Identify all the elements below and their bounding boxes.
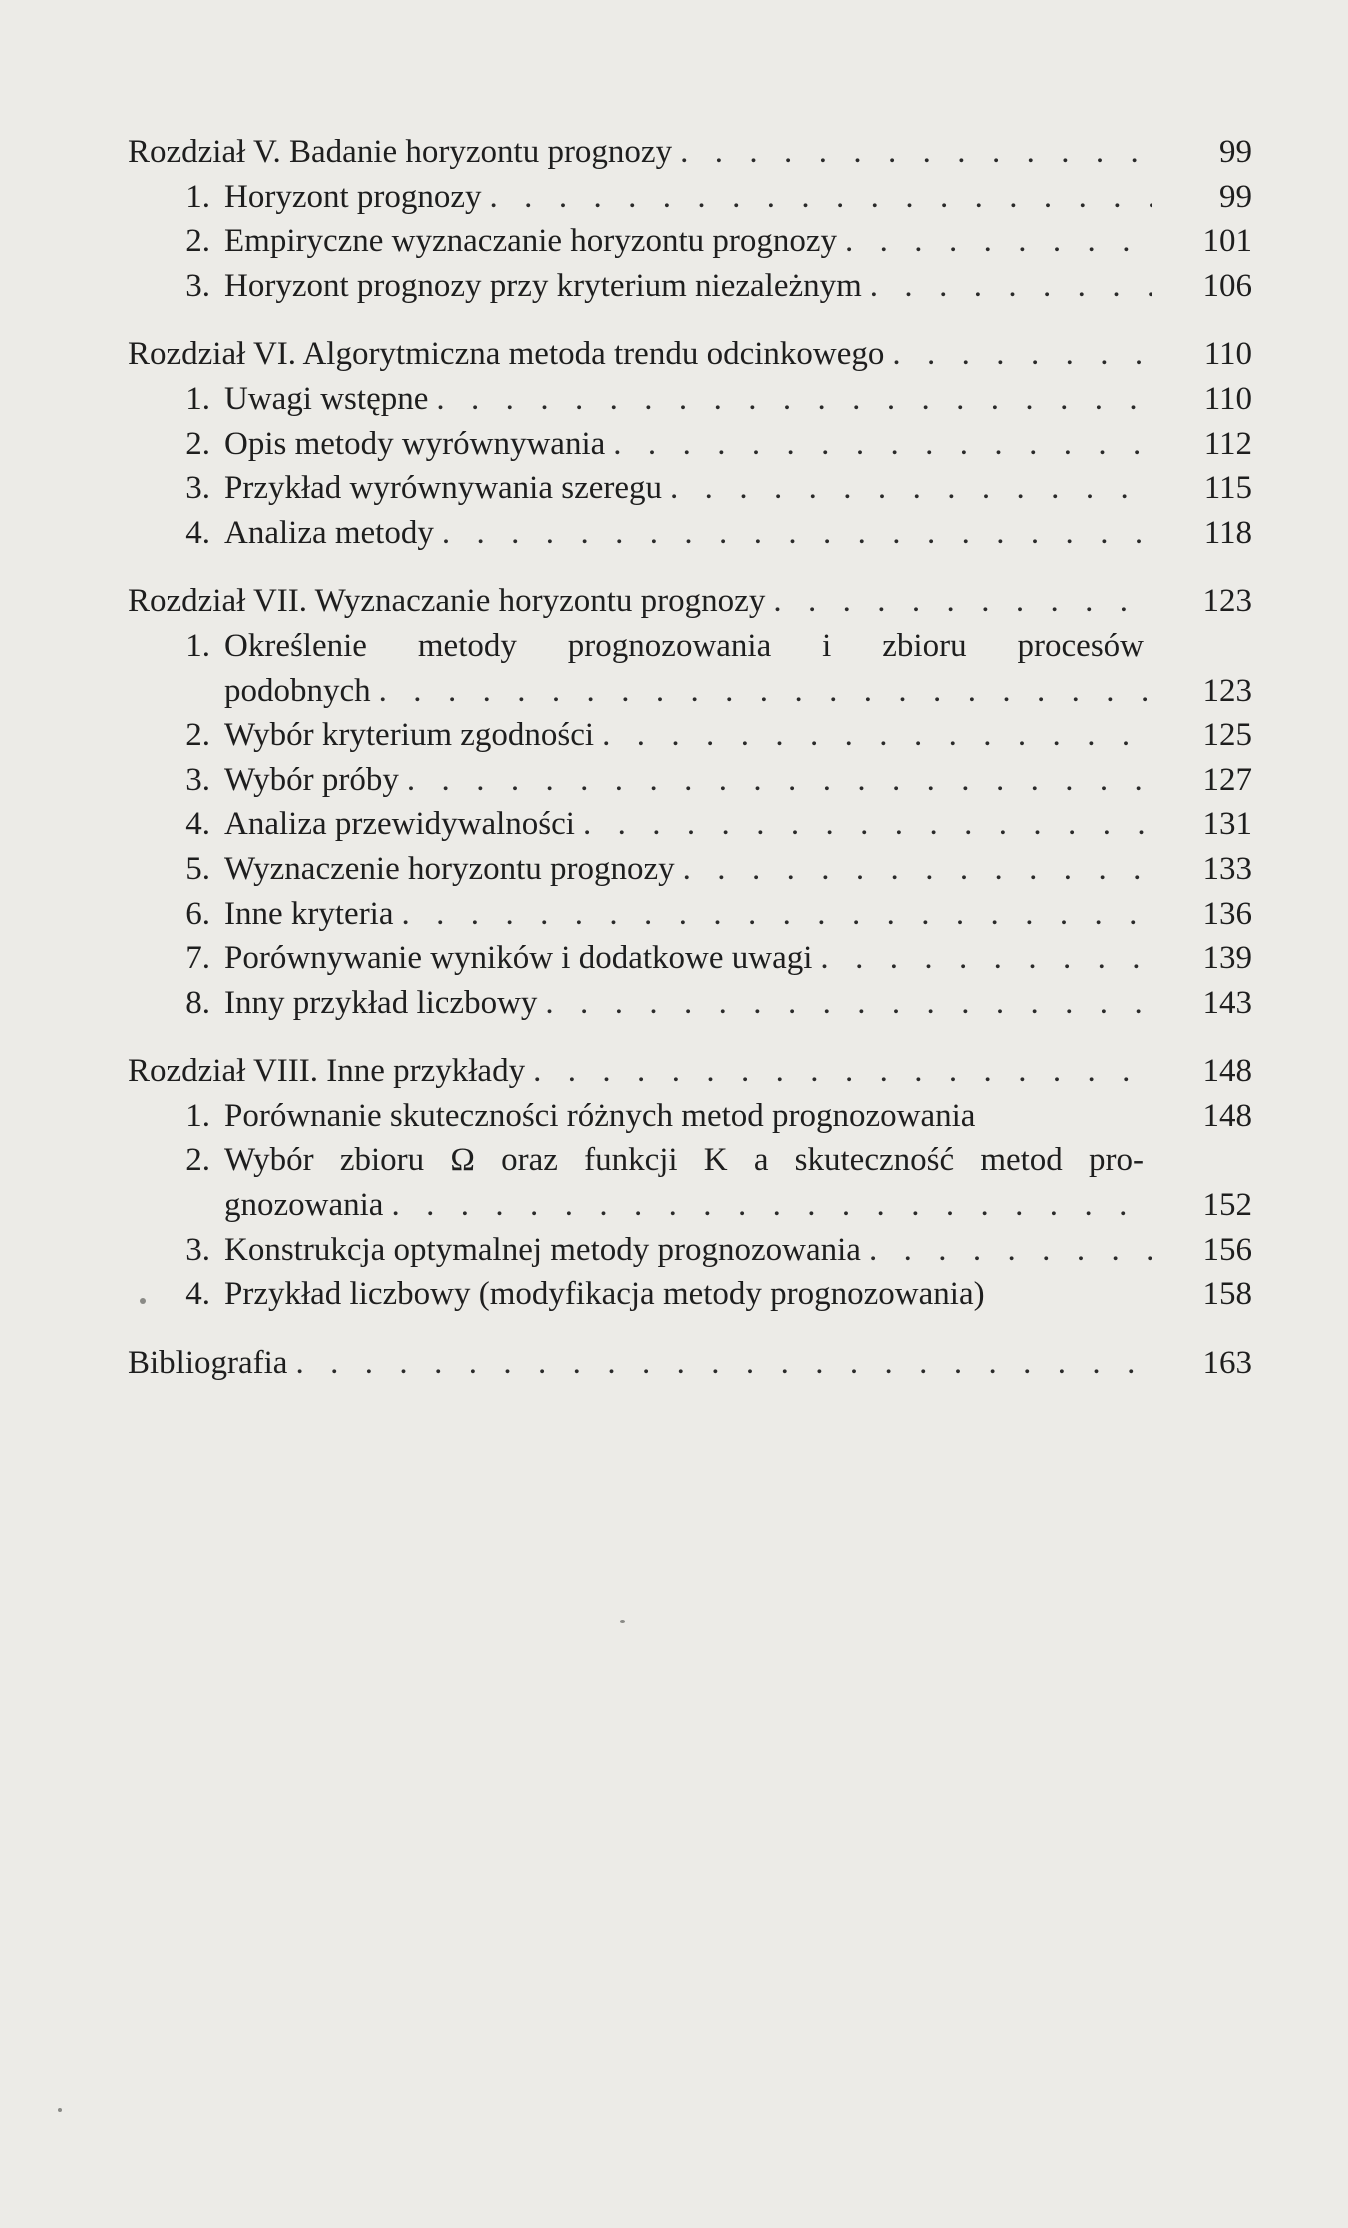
dot-leader [525, 1049, 1152, 1094]
paper-speck [58, 2108, 62, 2112]
section-title: Horyzont prognozy [224, 178, 482, 215]
section-number: 1. [185, 1097, 210, 1134]
chapter-heading [128, 1049, 1252, 1094]
section-title: Analiza metody [224, 514, 434, 551]
table-of-contents [128, 130, 1252, 1409]
bibliography-heading [128, 1341, 1252, 1386]
toc-section [128, 264, 1252, 309]
section-number: 1. [185, 380, 210, 417]
section-title: Przykład wyrównywania szeregu [224, 470, 663, 507]
chapter-heading [128, 579, 1252, 624]
dot-leader [594, 713, 1152, 758]
section-number: 2. [185, 425, 210, 462]
toc-section [128, 1272, 1252, 1317]
toc-section [128, 422, 1252, 467]
section-title: Wybór próby [224, 761, 399, 798]
page-number: 99 [1219, 134, 1252, 170]
page-number: 123 [1202, 583, 1252, 620]
dot-leader [287, 1341, 1152, 1386]
page-number: 131 [1202, 806, 1252, 843]
section-number: 7. [185, 940, 210, 977]
page-number: 110 [1203, 336, 1252, 373]
page-number: 123 [1202, 672, 1252, 709]
dot-leader [575, 802, 1152, 847]
dot-leader [675, 847, 1152, 892]
toc-section [128, 936, 1252, 981]
dot-leader [662, 466, 1152, 511]
section-number: 8. [185, 984, 210, 1021]
page-number: 101 [1202, 223, 1252, 260]
section-number: 4. [185, 1276, 210, 1313]
dot-leader [434, 511, 1152, 556]
dot-leader [394, 892, 1153, 937]
section-title: Konstrukcja optymalnej metody prognozowania [224, 1231, 861, 1268]
toc-section-first-line [128, 624, 1252, 669]
toc-section-continuation [128, 669, 1252, 714]
toc-section [128, 377, 1252, 422]
page-number: 112 [1203, 425, 1252, 462]
section-number: 5. [185, 850, 210, 887]
section-number: 3. [185, 761, 210, 798]
section-number: 1. [185, 627, 210, 664]
section-number: 3. [185, 267, 210, 304]
toc-bibliography [128, 1341, 1252, 1386]
toc-section [128, 892, 1252, 937]
page-number: 148 [1202, 1097, 1252, 1134]
page-number: 125 [1202, 717, 1252, 754]
page-number: 133 [1202, 850, 1252, 887]
section-title: Opis metody wyrównywania [224, 425, 606, 462]
dot-leader [371, 669, 1152, 714]
dot-leader [399, 758, 1152, 803]
page-number: 152 [1202, 1187, 1252, 1224]
section-title-line1: Wybór zbioru Ω oraz funkcji K a skuteczność metod pro- [224, 1142, 1144, 1179]
page-number: 158 [1202, 1276, 1252, 1313]
chapter-title: Rozdział V. Badanie horyzontu prognozy [128, 134, 673, 170]
toc-section-continuation [128, 1183, 1252, 1228]
section-number: 2. [185, 1142, 210, 1179]
toc-section [128, 466, 1252, 511]
page-number: 163 [1202, 1344, 1252, 1381]
chapter-heading [128, 130, 1252, 175]
page-number: 99 [1219, 178, 1252, 215]
dot-leader [862, 264, 1152, 309]
dot-leader [537, 981, 1152, 1026]
dot-leader [837, 219, 1152, 264]
section-number: 4. [185, 806, 210, 843]
page-number: 106 [1202, 267, 1252, 304]
section-title-line2: podobnych [224, 672, 371, 709]
section-number: 4. [185, 514, 210, 551]
toc-section [128, 511, 1252, 556]
section-title: Empiryczne wyznaczanie horyzontu prognozy [224, 223, 837, 260]
section-title: Porównanie skuteczności różnych metod prognozowania [224, 1097, 976, 1134]
section-title: Wyznaczenie horyzontu prognozy [224, 850, 675, 887]
section-title: Inne kryteria [224, 895, 394, 932]
page-number: 110 [1203, 380, 1252, 417]
toc-section [128, 847, 1252, 892]
section-number: 3. [185, 1231, 210, 1268]
section-number: 2. [185, 223, 210, 260]
section-title: Wybór kryterium zgodności [224, 717, 595, 754]
toc-chapter-vi [128, 332, 1252, 555]
chapter-heading [128, 332, 1252, 377]
section-title: Porównywanie wyników i dodatkowe uwagi [224, 940, 813, 977]
toc-section [128, 1228, 1252, 1273]
dot-leader [428, 377, 1152, 422]
toc-section [128, 802, 1252, 847]
page-number: 115 [1203, 470, 1252, 507]
section-title-line2: gnozowania [224, 1187, 384, 1224]
paper-speck [140, 1298, 146, 1304]
toc-section [128, 758, 1252, 803]
paper-speck [620, 1620, 625, 1623]
page-number: 136 [1202, 895, 1252, 932]
toc-section [128, 981, 1252, 1026]
dot-leader [884, 332, 1152, 377]
toc-section [128, 175, 1252, 220]
bibliography-title: Bibliografia [128, 1344, 288, 1381]
toc-section [128, 1094, 1252, 1139]
section-title: Horyzont prognozy przy kryterium niezależnym [224, 267, 862, 304]
section-number: 1. [185, 178, 210, 215]
toc-chapter-viii [128, 1049, 1252, 1317]
page-number: 148 [1202, 1053, 1252, 1090]
section-number: 6. [185, 895, 210, 932]
toc-section [128, 713, 1252, 758]
dot-leader [482, 175, 1152, 220]
toc-section [128, 219, 1252, 264]
dot-leader [383, 1183, 1152, 1228]
page-number: 143 [1202, 984, 1252, 1021]
page-number: 118 [1203, 514, 1252, 551]
chapter-title: Rozdział VIII. Inne przykłady [128, 1053, 526, 1090]
section-number: 3. [185, 470, 210, 507]
toc-chapter-vii [128, 579, 1252, 1025]
dot-leader [765, 579, 1152, 624]
section-number: 2. [185, 717, 210, 754]
dot-leader [672, 130, 1152, 175]
page-number: 127 [1202, 761, 1252, 798]
dot-leader [605, 422, 1152, 467]
page-number: 139 [1202, 940, 1252, 977]
section-title-line1: Określenie metody prognozowania i zbioru procesów [224, 627, 1144, 664]
toc-section-first-line [128, 1138, 1252, 1183]
section-title: Uwagi wstępne [224, 380, 429, 417]
page-number: 156 [1202, 1231, 1252, 1268]
section-title: Inny przykład liczbowy [224, 984, 538, 1021]
dot-leader [861, 1228, 1152, 1273]
section-title: Analiza przewidywalności [224, 806, 575, 843]
toc-chapter-v [128, 130, 1252, 308]
chapter-title: Rozdział VI. Algorytmiczna metoda trendu odcinkowego [128, 336, 885, 373]
section-title: Przykład liczbowy (modyfikacja metody prognozowania) [224, 1276, 985, 1313]
chapter-title: Rozdział VII. Wyznaczanie horyzontu prognozy [128, 583, 766, 620]
dot-leader [812, 936, 1152, 981]
